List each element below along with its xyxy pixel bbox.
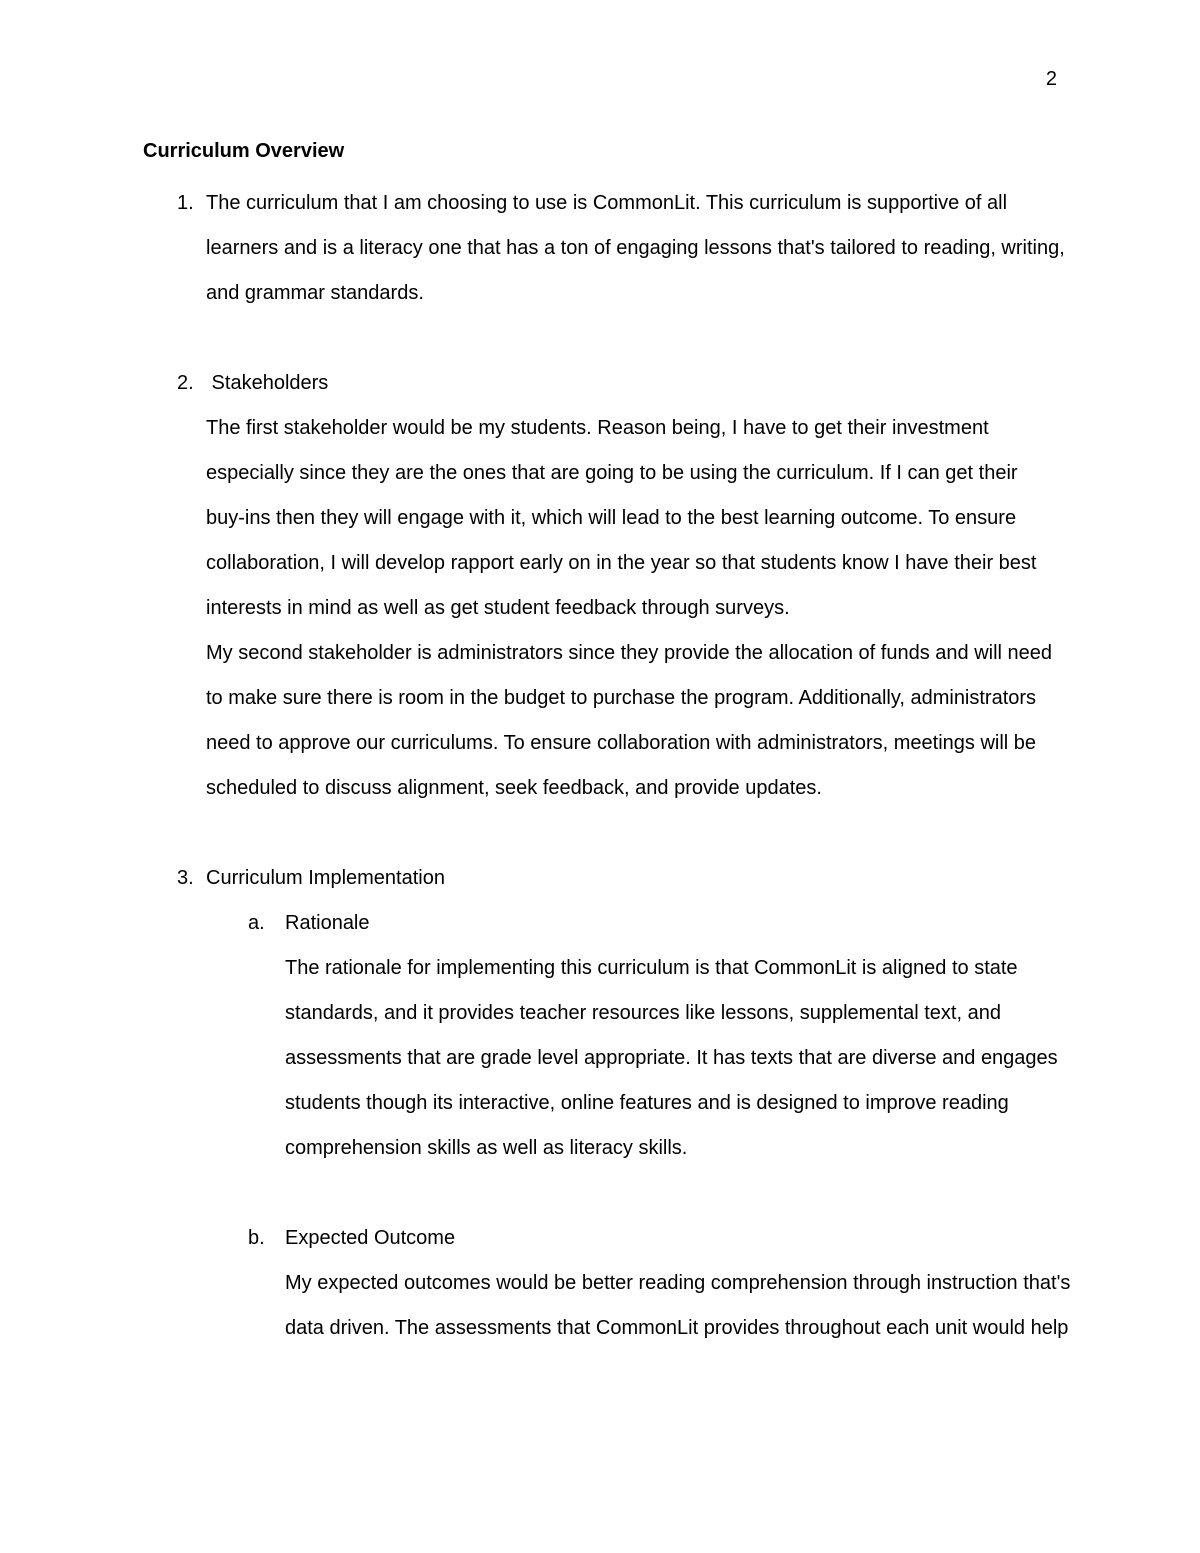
document-heading-line <box>0 129 1200 174</box>
text-line: Curriculum Implementation <box>206 867 445 889</box>
text-line: learners and is a literacy one that has a ton of engaging lessons that's tailored to reading, writing, <box>206 237 1065 259</box>
text-line: buy-ins then they will engage with it, which will lead to the best learning outcome. To ensure <box>206 507 1017 529</box>
paragraph-line <box>0 721 1200 766</box>
text-line: and grammar standards. <box>206 282 424 304</box>
text-line: data driven. The assessments that CommonLit provides throughout each unit would help <box>285 1317 1069 1339</box>
paragraph-line <box>0 1306 1200 1351</box>
text-line: standards, and it provides teacher resources like lessons, supplemental text, and <box>285 1002 1001 1024</box>
paragraph-line <box>0 586 1200 631</box>
text-line: The rationale for implementing this curriculum is that CommonLit is aligned to state <box>285 957 1018 979</box>
paragraph-line <box>0 451 1200 496</box>
paragraph-line <box>0 631 1200 676</box>
list-item-marker: a. <box>248 912 265 934</box>
list-item-line <box>0 901 1200 946</box>
list-item-marker: 1. <box>177 192 194 214</box>
paragraph-line <box>0 676 1200 721</box>
text-line: Stakeholders <box>206 372 329 394</box>
list-item-marker: 3. <box>177 867 194 889</box>
list-item-line <box>0 226 1200 271</box>
text-line: Rationale <box>285 912 370 934</box>
paragraph-line <box>0 991 1200 1036</box>
paragraph-line <box>0 406 1200 451</box>
text-line: especially since they are the ones that are going to be using the curriculum. If I can get their <box>206 462 1018 484</box>
text-line: to make sure there is room in the budget to purchase the program. Additionally, administrators <box>206 687 1037 709</box>
text-line: The curriculum that I am choosing to use is CommonLit. This curriculum is supportive of all <box>206 192 1008 214</box>
paragraph-line <box>0 496 1200 541</box>
text-line: students though its interactive, online features and is designed to improve reading <box>285 1092 1009 1114</box>
document-heading: Curriculum Overview <box>143 140 345 162</box>
text-line: The first stakeholder would be my students. Reason being, I have to get their investment <box>206 417 989 439</box>
paragraph-line <box>0 1126 1200 1171</box>
text-line: assessments that are grade level appropriate. It has texts that are diverse and engages <box>285 1047 1058 1069</box>
paragraph-line <box>0 1081 1200 1126</box>
paragraph-line <box>0 766 1200 811</box>
list-item-line <box>0 856 1200 901</box>
text-line: interests in mind as well as get student feedback through surveys. <box>206 597 790 619</box>
page-header <box>0 57 1057 102</box>
text-line: Expected Outcome <box>285 1227 456 1249</box>
text-line: scheduled to discuss alignment, seek feedback, and provide updates. <box>206 777 822 799</box>
paragraph-line <box>0 1036 1200 1081</box>
text-line: need to approve our curriculums. To ensure collaboration with administrators, meetings will be <box>206 732 1037 754</box>
list-item-line <box>0 361 1200 406</box>
paragraph-line <box>0 541 1200 586</box>
text-line: My expected outcomes would be better reading comprehension through instruction that's <box>285 1272 1071 1294</box>
text-line: My second stakeholder is administrators since they provide the allocation of funds and will need <box>206 642 1053 664</box>
page-number: 2 <box>1045 68 1057 90</box>
text-line: comprehension skills as well as literacy skills. <box>285 1137 688 1159</box>
list-item-marker: 2. <box>177 372 194 394</box>
list-item-line <box>0 181 1200 226</box>
list-item-line <box>0 271 1200 316</box>
paragraph-line <box>0 946 1200 991</box>
list-item-line <box>0 1216 1200 1261</box>
text-line: collaboration, I will develop rapport early on in the year so that students know I have their best <box>206 552 1037 574</box>
list-item-marker: b. <box>248 1227 265 1249</box>
paragraph-line <box>0 1261 1200 1306</box>
